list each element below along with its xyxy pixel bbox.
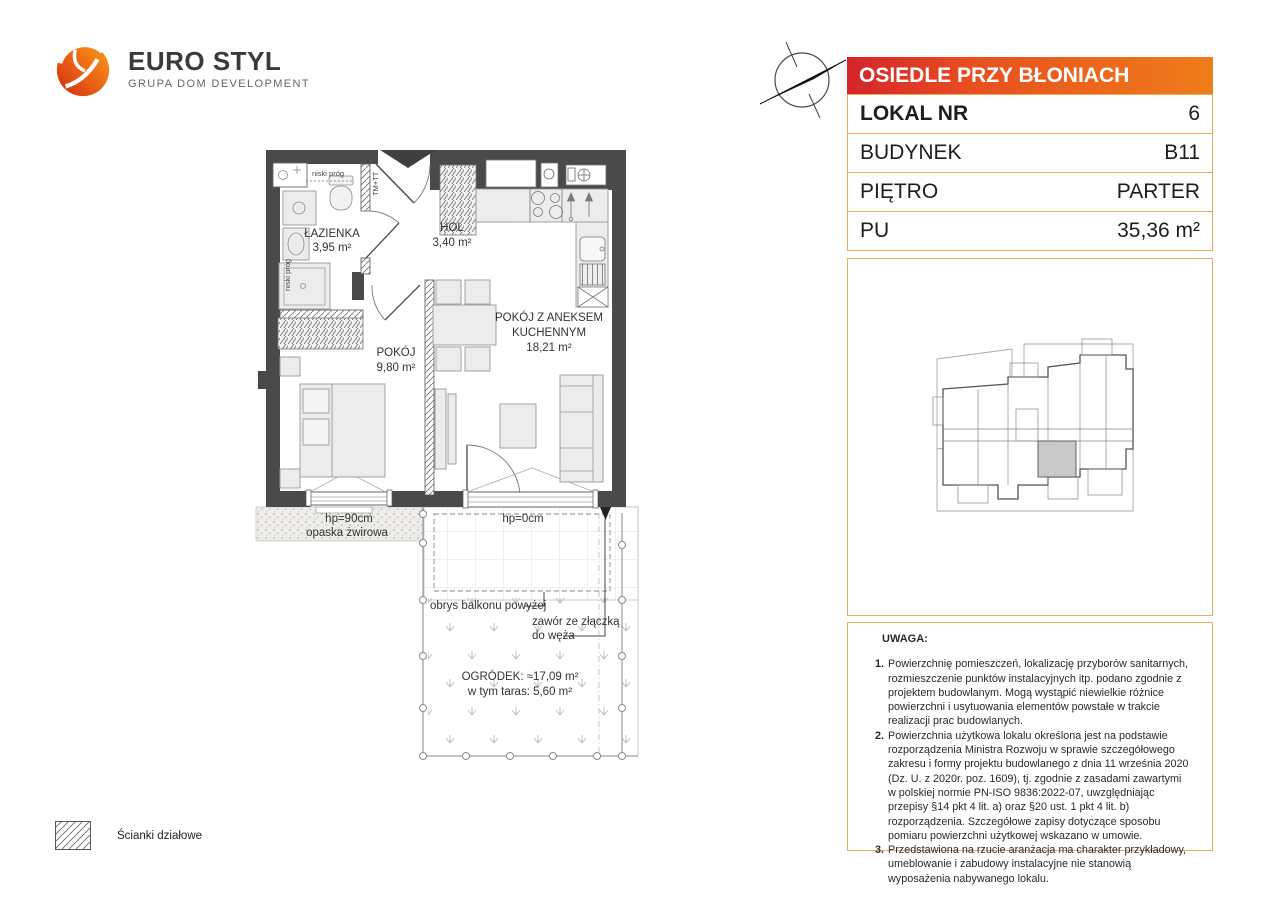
room-label-hall: HOL: [440, 222, 464, 234]
valve-label-1: zawór ze złączką: [532, 616, 620, 628]
note-text: Przedstawiona na rzucie aranżacja ma charakter przykładowy, umeblowanie i zabudowy instalacyjne nie stanowią wyposażenia nabywanego lokalu.: [888, 844, 1187, 885]
living-furniture: [433, 280, 603, 482]
room-area-living: 18,21 m²: [526, 342, 572, 354]
bedroom-wardrobe: [278, 318, 363, 349]
notes-title: UWAGA:: [882, 633, 928, 645]
sill-height-right: hp=0cm: [502, 513, 544, 525]
logo-title: EURO STYL: [128, 46, 282, 76]
info-value: PARTER: [1116, 180, 1200, 203]
note-text: Powierzchnia użytkowa lokalu określona jest na podstawie rozporządzenia Ministra Rozwoju w sprawie szczegółowego zakresu i formy projektu budowlanego z dnia 11 września 2020 (Dz. U. z 2020r. poz. 1609), tj. zgodnie z zasadami zawartymi w polskiej normie PN-ISO 9836:2022-07, uwzględniając przepisy §14 pkt 4 lit. a) oraz §20 ust. 1 pkt 4 lit. b) rozporządzenia. Szczegółowe zapisy dotyczące sposobu pomiaru powierzchni użytkowej wskazano w umowie.: [888, 729, 1189, 842]
low-threshold-label-top: niski próg: [311, 169, 345, 178]
estate-name-header: OSIEDLE PRZY BŁONIACH: [847, 57, 1213, 94]
info-value: 35,36 m²: [1117, 219, 1200, 242]
entrance-marker: [380, 150, 436, 168]
balcony-outline-label: obrys balkonu powyżej: [430, 600, 547, 612]
sill-height-left: hp=90cm: [325, 513, 373, 525]
note-number: 3.: [875, 844, 885, 857]
info-label: PIĘTRO: [860, 180, 939, 203]
room-label-bathroom: ŁAZIENKA: [304, 228, 360, 240]
legend-label: Ścianki działowe: [117, 829, 203, 842]
garden-terrace-label: w tym taras: 5,60 m²: [467, 686, 573, 698]
room-label-living-2: KUCHENNYM: [511, 327, 587, 339]
logo-subtitle: GRUPA DOM DEVELOPMENT: [128, 78, 310, 90]
bedroom-furniture: [280, 357, 385, 488]
info-value: 6: [1188, 102, 1200, 125]
room-area-bathroom: 3,95 m²: [312, 242, 352, 254]
note-number: 1.: [875, 658, 885, 671]
info-label: BUDYNEK: [860, 141, 962, 164]
low-threshold-label-left: niski próg: [283, 258, 292, 291]
room-area-hall: 3,40 m²: [432, 237, 472, 249]
room-label-living-1: POKÓJ Z ANEKSEM: [495, 312, 603, 324]
riser-label: TM+TT: [371, 171, 380, 196]
info-label: LOKAL NR: [860, 102, 969, 125]
room-area-bedroom: 9,80 m²: [376, 362, 416, 374]
room-label-bedroom: POKÓJ: [376, 347, 416, 359]
note-text: Powierzchnię pomieszczeń, lokalizację przyborów sanitarnych, rozmieszczenie punktów instalacyjnych itp. podano zgodnie z projektem budowlanym. Mogą wystąpić niewielkie różnice powierzchni i usytuowania elementów powstałe w trakcie realizacji prac budowlanych.: [888, 658, 1189, 728]
info-label: PU: [860, 219, 890, 242]
gravel-band-label: opaska żwirowa: [306, 527, 388, 539]
garden-area-label: OGRÓDEK: ≈17,09 m²: [461, 671, 579, 683]
info-value: B11: [1164, 141, 1200, 164]
note-number: 2.: [875, 729, 885, 742]
valve-label-2: do węża: [532, 630, 575, 642]
